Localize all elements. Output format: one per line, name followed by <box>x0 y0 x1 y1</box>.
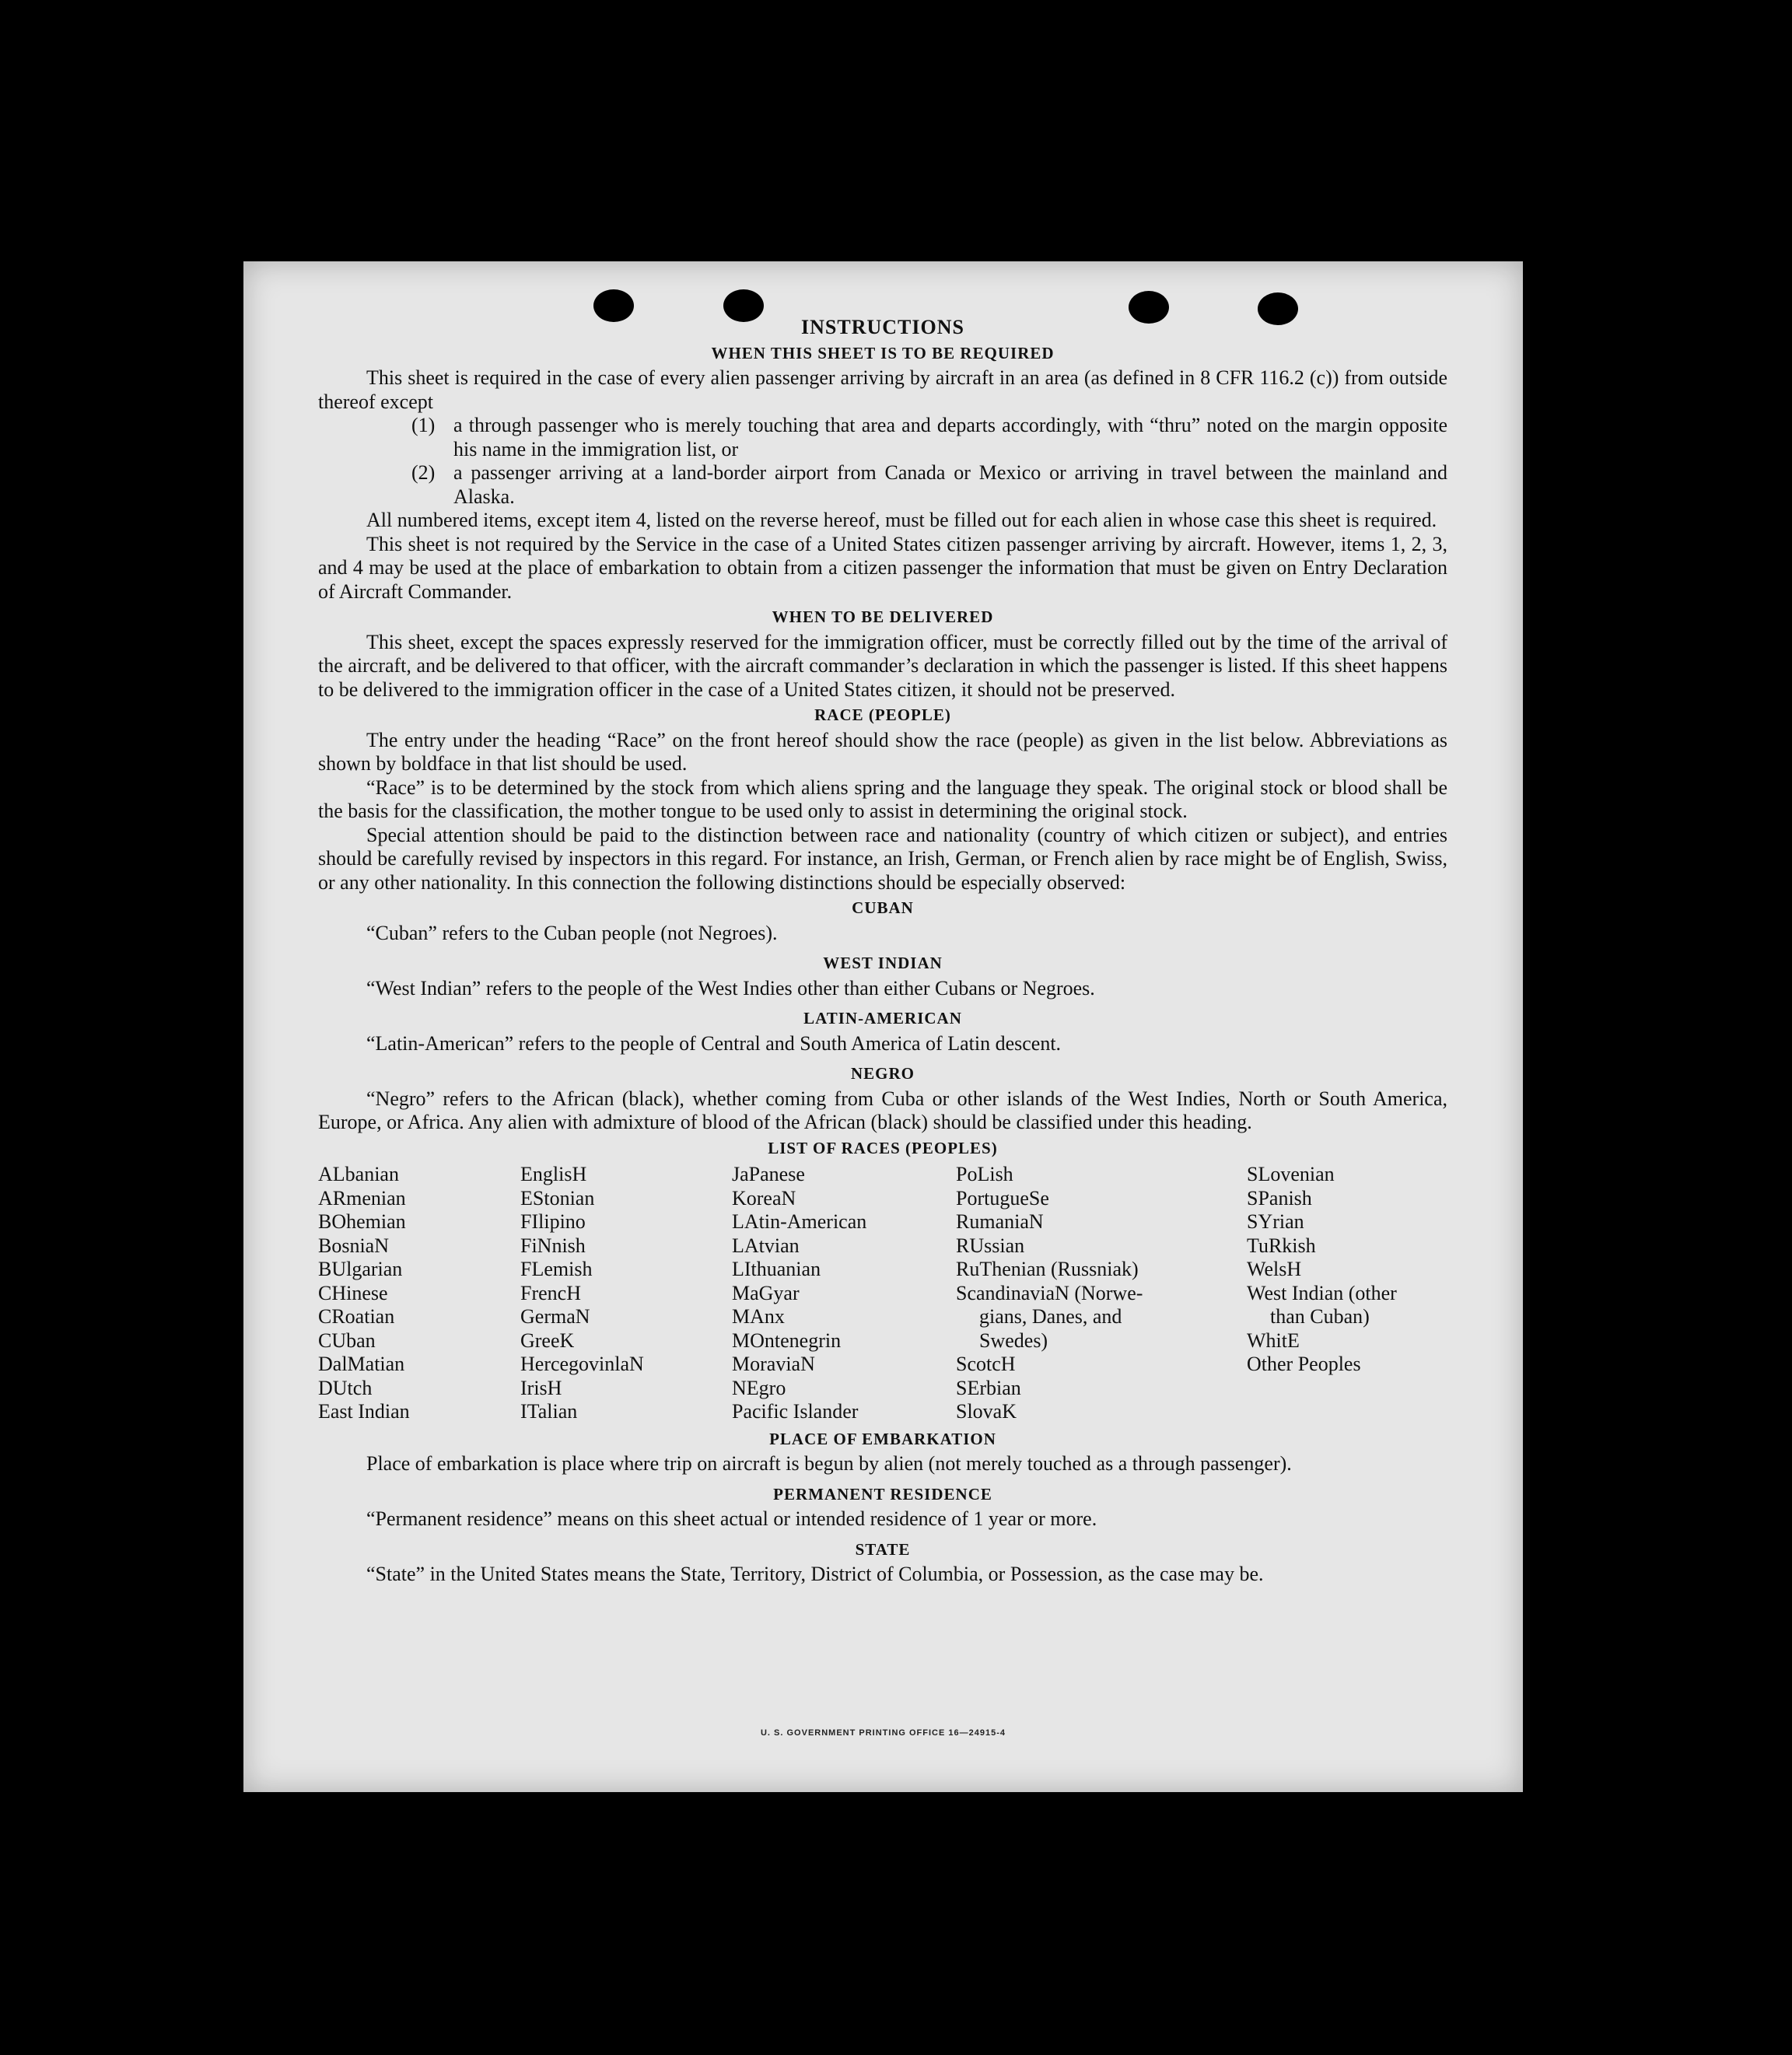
race-entry: LIthuanian <box>732 1258 821 1280</box>
paragraph: “Race” is to be determined by the stock from which aliens spring and the language they speak. The original stock or blood shall be the basis for the classification, the mother tongue to be used only to assist in determining the original stock. <box>318 775 1447 822</box>
paragraph: Special attention should be paid to the distinction between race and nationality (country of which citizen or subject), and entries should be carefully revised by inspectors in this regard. For instance, an Irish, German, or French alien by race might be of English, Swiss, or any other nationality. In this connection the following distinctions should be especially observed: <box>318 823 1447 894</box>
paragraph: “Negro” refers to the African (black), whether coming from Cuba or other islands of the West Indies, North or South America, Europe, or Africa. Any alien with admixture of blood of the African (black) should be classified under this heading. <box>318 1087 1447 1133</box>
race-column-2 <box>520 1163 732 1424</box>
section-heading: PLACE OF EMBARKATION <box>769 1429 996 1448</box>
race-entry: TuRkish <box>1247 1234 1316 1257</box>
race-column-3 <box>732 1163 956 1424</box>
race-entry: GermaN <box>520 1305 590 1328</box>
race-entry: ITalian <box>520 1400 578 1423</box>
race-entry: BosniaN <box>318 1234 389 1257</box>
race-entry: WhitE <box>1247 1329 1300 1352</box>
race-entry: DUtch <box>318 1376 373 1399</box>
list-item <box>411 414 1447 461</box>
race-entry-continued: than Cuban) <box>1270 1305 1370 1328</box>
item-text: a passenger arriving at a land-border airport from Canada or Mexico or arriving in travel between the mainland and Alaska. <box>453 461 1447 508</box>
race-entry-continued: Swedes) <box>979 1329 1048 1352</box>
section-heading: LIST OF RACES (PEOPLES) <box>768 1138 998 1157</box>
race-column-5 <box>1247 1163 1447 1424</box>
race-entry: HercegovinlaN <box>520 1353 644 1375</box>
paragraph: This sheet is not required by the Service in the case of a United States citizen passenger arriving by aircraft. However, items 1, 2, 3, and 4 may be used at the place of embarkation to obtain from a citizen passenger the information that must be given on Entry Declaration of Aircraft Commander. <box>318 532 1447 603</box>
race-entry: NEgro <box>732 1376 786 1399</box>
race-entry-continued: gians, Danes, and <box>979 1305 1122 1328</box>
section-heading: WHEN TO BE DELIVERED <box>772 607 994 626</box>
page-title: INSTRUCTIONS <box>801 316 964 338</box>
race-entry: KoreaN <box>732 1186 796 1210</box>
section-heading: STATE <box>855 1539 911 1559</box>
race-entry: IrisH <box>520 1376 562 1399</box>
paragraph: “State” in the United States means the State, Territory, District of Columbia, or Possession, as the case may be. <box>366 1563 1264 1585</box>
race-entry: GreeK <box>520 1329 575 1352</box>
race-entry: Other Peoples <box>1247 1353 1361 1375</box>
paragraph: This sheet, except the spaces expressly reserved for the immigration officer, must be correctly filled out by the time of the arrival of the aircraft, and be delivered to that officer, with the aircraft commander’s declaration in which the passenger is listed. If this sheet happens to be delivered to the immigration officer in the case of a United States citizen, it should not be preserved. <box>318 630 1447 701</box>
race-entry: RuThenian (Russniak) <box>956 1258 1139 1280</box>
list-item <box>411 461 1447 509</box>
race-entry: BUlgarian <box>318 1258 403 1280</box>
race-entry: MOntenegrin <box>732 1329 842 1352</box>
race-list <box>318 1163 1447 1424</box>
paragraph: “West Indian” refers to the people of the West Indies other than either Cubans or Negroes. <box>366 976 1095 999</box>
race-entry: West Indian (other <box>1247 1281 1397 1304</box>
race-column-4 <box>956 1163 1247 1424</box>
race-entry: CHinese <box>318 1281 388 1304</box>
paragraph: This sheet is required in the case of every alien passenger arriving by aircraft in an area (as defined in 8 CFR 116.2 (c)) from outside thereof except <box>318 366 1447 413</box>
race-entry: ScotcH <box>956 1353 1016 1375</box>
section-heading: RACE (PEOPLE) <box>814 705 951 724</box>
race-entry: Pacific Islander <box>732 1400 859 1423</box>
race-entry: ALbanian <box>318 1163 399 1185</box>
race-entry: CUban <box>318 1329 376 1352</box>
race-entry: MAnx <box>732 1305 785 1328</box>
race-entry: LAtin-American <box>732 1210 867 1233</box>
item-text: a through passenger who is merely touching that area and departs accordingly, with “thru” noted on the margin opposite his name in the immigration list, or <box>453 414 1447 460</box>
section-heading: CUBAN <box>852 898 914 917</box>
section-heading: WHEN THIS SHEET IS TO BE REQUIRED <box>711 343 1055 362</box>
paragraph: The entry under the heading “Race” on the front hereof should show the race (people) as given in the list below. Abbreviations as shown by boldface in that list should be used. <box>318 728 1447 775</box>
race-entry: SErbian <box>956 1376 1021 1399</box>
race-entry: SlovaK <box>956 1400 1017 1423</box>
race-entry: LAtvian <box>732 1234 800 1257</box>
race-entry: SYrian <box>1247 1210 1304 1233</box>
paragraph: “Latin-American” refers to the people of Central and South America of Latin descent. <box>366 1031 1062 1055</box>
paragraph: All numbered items, except item 4, listed on the reverse hereof, must be filled out for each alien in whose case this sheet is required. <box>366 509 1437 531</box>
race-entry: East Indian <box>318 1400 410 1423</box>
race-entry: RumaniaN <box>956 1210 1044 1233</box>
printing-office-line: U. S. GOVERNMENT PRINTING OFFICE 16—24915-4 <box>760 1728 1006 1738</box>
item-number: (2) <box>411 461 436 484</box>
race-entry: FIlipino <box>520 1210 586 1233</box>
paragraph: “Permanent residence” means on this sheet actual or intended residence of 1 year or more. <box>366 1507 1097 1530</box>
race-entry: FrencH <box>520 1281 581 1304</box>
race-entry: MoraviaN <box>732 1353 815 1375</box>
section-heading: PERMANENT RESIDENCE <box>773 1484 992 1504</box>
race-column-1 <box>318 1163 520 1424</box>
section-heading: WEST INDIAN <box>823 954 943 972</box>
race-entry: ScandinaviaN (Norwe- <box>956 1281 1143 1304</box>
race-entry: WelsH <box>1247 1258 1302 1280</box>
race-entry: MaGyar <box>732 1281 800 1304</box>
race-entry: PortugueSe <box>956 1186 1049 1210</box>
paragraph: “Cuban” refers to the Cuban people (not Negroes). <box>366 921 778 944</box>
race-entry: RUssian <box>956 1234 1025 1257</box>
race-entry: FiNnish <box>520 1234 586 1257</box>
race-entry: ARmenian <box>318 1186 406 1210</box>
section-heading: LATIN-AMERICAN <box>803 1009 962 1028</box>
race-entry: SLovenian <box>1247 1163 1335 1185</box>
document-sheet <box>243 261 1523 1792</box>
race-entry: CRoatian <box>318 1305 395 1328</box>
race-entry: FLemish <box>520 1258 593 1280</box>
race-entry: SPanish <box>1247 1186 1312 1210</box>
race-entry: JaPanese <box>732 1163 805 1185</box>
race-entry: EnglisH <box>520 1163 587 1185</box>
race-entry: BOhemian <box>318 1210 406 1233</box>
instructions-text <box>318 316 1447 1587</box>
section-heading: NEGRO <box>850 1064 915 1083</box>
item-number: (1) <box>411 414 436 436</box>
race-entry: EStonian <box>520 1186 595 1210</box>
race-entry: DalMatian <box>318 1353 405 1375</box>
race-entry: PoLish <box>956 1163 1013 1185</box>
paragraph: Place of embarkation is place where trip on aircraft is begun by alien (not merely touched as a through passenger). <box>366 1452 1292 1475</box>
